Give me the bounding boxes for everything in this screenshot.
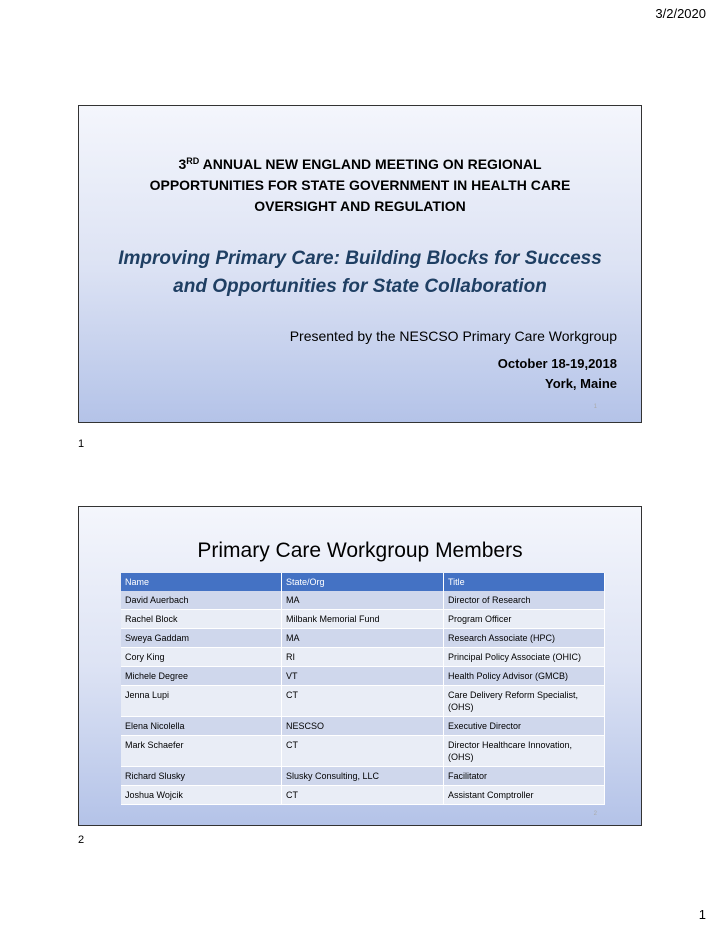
table-row	[121, 717, 605, 736]
member-org: MA	[282, 629, 444, 648]
member-title: Assistant Comptroller	[444, 786, 605, 805]
presented-by: Presented by the NESCSO Primary Care Workgroup	[289, 328, 617, 344]
member-name: Cory King	[121, 648, 282, 667]
member-name: David Auerbach	[121, 591, 282, 610]
member-name: Rachel Block	[121, 610, 282, 629]
member-title: Director of Research	[444, 591, 605, 610]
member-name: Michele Degree	[121, 667, 282, 686]
member-title: Facilitator	[444, 767, 605, 786]
slide-2	[78, 506, 642, 826]
title-line1: Improving Primary Care: Building Blocks for Success	[118, 248, 602, 269]
table-row	[121, 736, 605, 767]
member-name: Richard Slusky	[121, 767, 282, 786]
table-row	[121, 667, 605, 686]
member-name: Elena Nicolella	[121, 717, 282, 736]
member-title: Executive Director	[444, 717, 605, 736]
member-org: CT	[282, 736, 444, 767]
heading-line3: OVERSIGHT AND REGULATION	[254, 198, 466, 214]
column-header-name: Name	[121, 573, 282, 591]
column-header-state-org: State/Org	[282, 573, 444, 591]
event-location: York, Maine	[544, 376, 617, 391]
member-title: Director Healthcare Innovation, (OHS)	[444, 736, 605, 767]
member-title: Program Officer	[444, 610, 605, 629]
member-name: Sweya Gaddam	[121, 629, 282, 648]
member-name: Mark Schaefer	[121, 736, 282, 767]
page-date: 3/2/2020	[655, 6, 706, 21]
table-row	[121, 686, 605, 717]
member-org: MA	[282, 591, 444, 610]
table-row	[121, 591, 605, 610]
table-row	[121, 767, 605, 786]
table-row	[121, 629, 605, 648]
title-line2: and Opportunities for State Collaboration	[173, 276, 547, 297]
member-name: Joshua Wojcik	[121, 786, 282, 805]
presentation-title	[89, 245, 631, 301]
slide-2-number: 2	[593, 811, 597, 817]
slide-1-number: 1	[593, 404, 597, 410]
table-header-row	[121, 573, 605, 591]
heading-line1: ANNUAL NEW ENGLAND MEETING ON REGIONAL	[199, 156, 542, 172]
member-title: Health Policy Advisor (GMCB)	[444, 667, 605, 686]
table-row	[121, 648, 605, 667]
heading-line2: OPPORTUNITIES FOR STATE GOVERNMENT IN HEALTH CARE	[149, 177, 571, 193]
heading-ordinal-suffix: RD	[186, 156, 200, 166]
member-org: Slusky Consulting, LLC	[282, 767, 444, 786]
slide-1	[78, 105, 642, 423]
members-table	[121, 573, 605, 805]
column-header-title: Title	[444, 573, 605, 591]
member-title: Research Associate (HPC)	[444, 629, 605, 648]
member-title: Principal Policy Associate (OHIC)	[444, 648, 605, 667]
member-org: CT	[282, 686, 444, 717]
table-row	[121, 786, 605, 805]
member-org: NESCSO	[282, 717, 444, 736]
event-date: October 18-19,2018	[497, 356, 617, 371]
slide-1-caption: 1	[78, 438, 85, 450]
page-number: 1	[698, 907, 706, 922]
member-org: RI	[282, 648, 444, 667]
heading-ordinal: 3	[178, 156, 187, 172]
meeting-heading	[79, 154, 641, 217]
slide-2-caption: 2	[78, 834, 85, 846]
table-row	[121, 610, 605, 629]
member-org: VT	[282, 667, 444, 686]
member-org: Milbank Memorial Fund	[282, 610, 444, 629]
members-title: Primary Care Workgroup Members	[197, 539, 523, 562]
member-title: Care Delivery Reform Specialist,(OHS)	[444, 686, 605, 717]
member-name: Jenna Lupi	[121, 686, 282, 717]
member-org: CT	[282, 786, 444, 805]
